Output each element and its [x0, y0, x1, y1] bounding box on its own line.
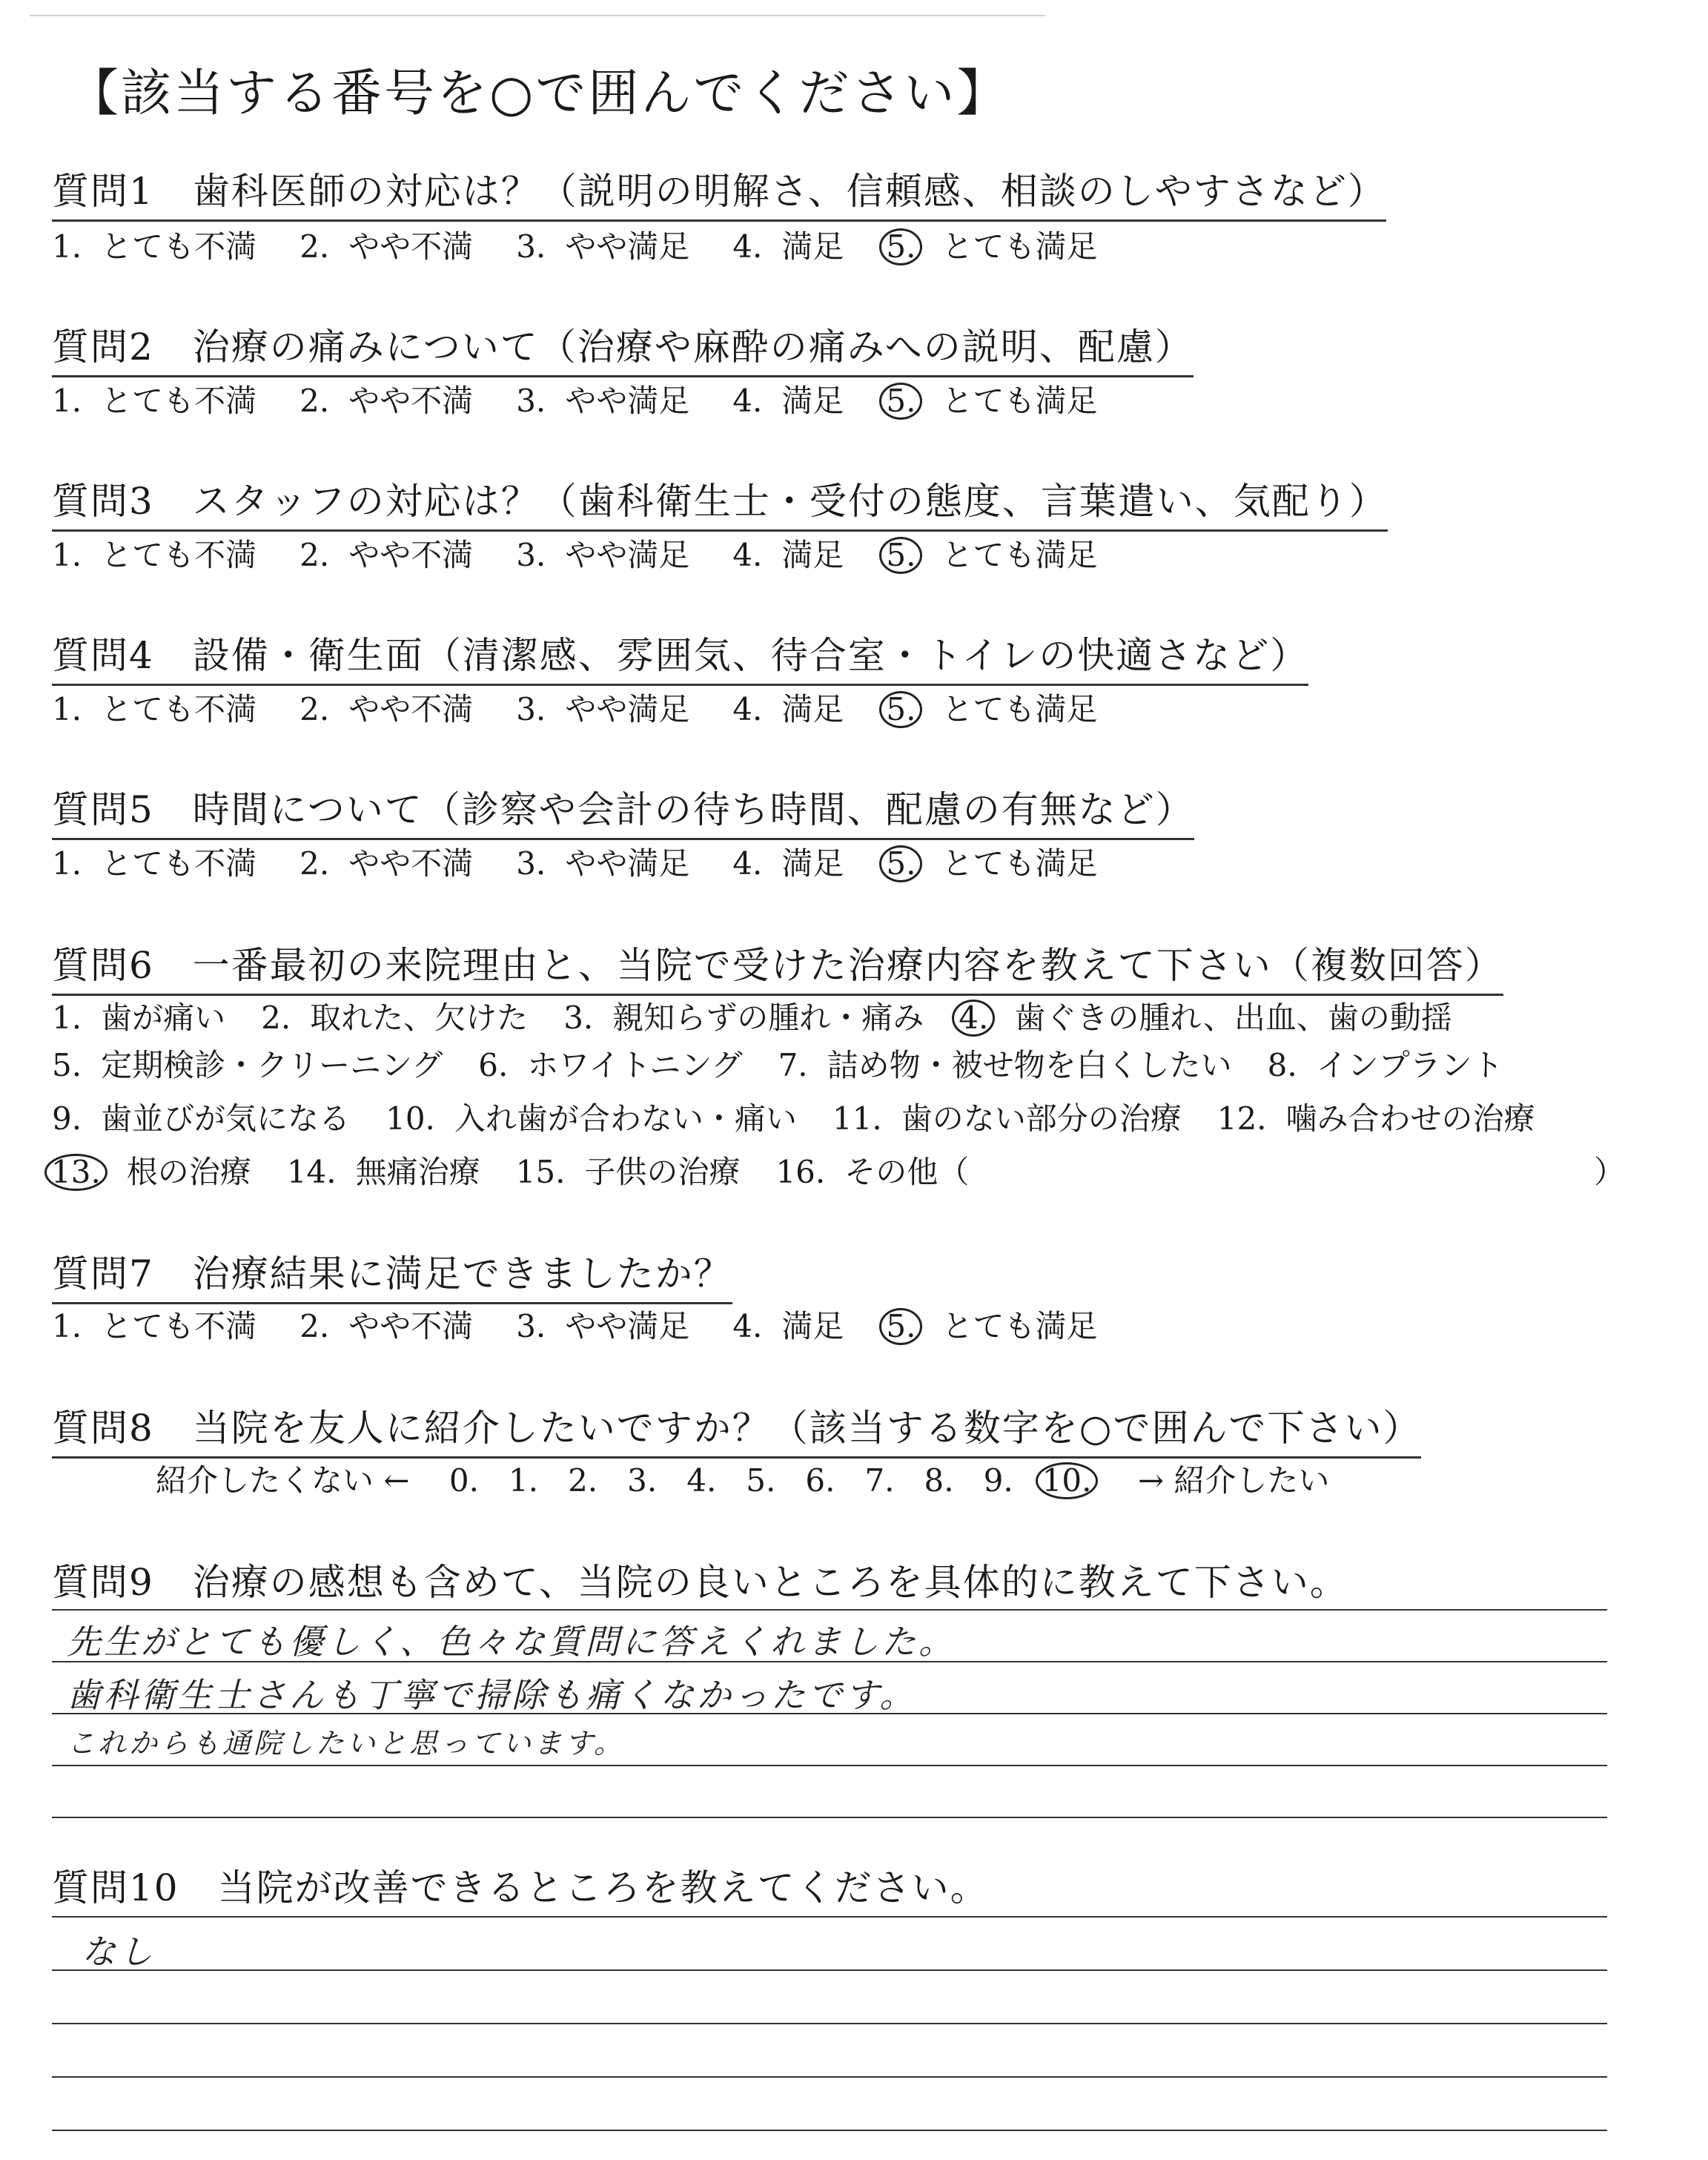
option-number: 2. [299, 537, 330, 573]
q3-option-4[interactable] [732, 531, 844, 575]
option-number: 2. [299, 1308, 330, 1344]
option-number: 15. [515, 1154, 566, 1190]
option-label: 取れた、欠けた [310, 1000, 529, 1036]
option-number: 6. [478, 1047, 509, 1083]
q6-title: 質問6 一番最初の来院理由と、当院で受けた治療内容を教えて下さい（複数回答） [52, 936, 1503, 996]
option-number: 4. [732, 228, 763, 265]
q3-options [52, 531, 1140, 575]
q8-scale-option[interactable]: 9. [983, 1462, 1013, 1499]
q6-option[interactable] [563, 994, 924, 1038]
option-label: 歯のない部分の治療 [901, 1100, 1182, 1137]
answer-line [52, 2023, 1607, 2024]
q8-scale-option[interactable]: 4. [686, 1462, 717, 1499]
option-number: 3. [516, 228, 546, 265]
q4-title: 質問4 設備・衛生面（清潔感、雰囲気、待合室・トイレの快適さなど） [52, 626, 1308, 686]
q6-option[interactable] [261, 994, 528, 1038]
option-label: 満足 [781, 845, 844, 882]
q1-option-4[interactable] [732, 222, 844, 267]
option-number: 1. [52, 1000, 82, 1036]
option-number: 2. [299, 228, 330, 265]
q3-title: 質問3 スタッフの対応は？（歯科衛生士・受付の態度、言葉遣い、気配り） [52, 472, 1388, 532]
q6-option[interactable] [775, 1148, 969, 1192]
q2-title: 質問2 治療の痛みについて（治療や麻酔の痛みへの説明、配慮） [52, 317, 1194, 377]
q7-option-5[interactable] [887, 1302, 1097, 1347]
q6-row4 [52, 1148, 1004, 1192]
option-label: やや満足 [565, 383, 690, 419]
option-label: 入れ歯が合わない・痛い [454, 1100, 797, 1137]
option-number: 4. [732, 1308, 763, 1344]
q6-option[interactable] [52, 1094, 350, 1139]
option-number: 1. [52, 691, 82, 727]
q8-scale-option[interactable]: 10. [1036, 1462, 1099, 1499]
q6-other-close: ） [1594, 1154, 1626, 1190]
option-label: 定期検診・クリーニング [101, 1047, 443, 1083]
option-label: とても満足 [941, 383, 1098, 419]
q2-options [52, 377, 1140, 421]
option-label: 満足 [781, 383, 844, 419]
option-label: 根の治療 [126, 1154, 251, 1190]
q5-option-3[interactable] [516, 839, 689, 884]
q8-scale-option[interactable]: 6. [805, 1462, 835, 1499]
q4-option-3[interactable] [516, 685, 689, 730]
option-label: やや不満 [348, 228, 474, 265]
answer-line [52, 2130, 1607, 2131]
q3-option-2[interactable] [299, 531, 473, 575]
q8-scale-option[interactable]: 8. [924, 1462, 954, 1499]
q7-option-1[interactable] [52, 1302, 256, 1347]
option-number: 3. [516, 383, 546, 419]
q8-left-label: 紹介したくない ← [156, 1462, 410, 1499]
option-number: 2. [299, 691, 330, 727]
q10-answer-area [52, 1916, 1607, 2138]
q6-option[interactable] [287, 1148, 480, 1192]
q7-options [52, 1302, 1140, 1347]
q4-options [52, 685, 1140, 730]
q6-option[interactable] [52, 1148, 251, 1192]
form-title: 【該当する番号を○で囲んでください】 [68, 65, 1010, 123]
q4-option-4[interactable] [732, 685, 844, 730]
q9-answer-line-3: これからも通院したいと思っています。 [67, 1727, 625, 1760]
q2-option-4[interactable] [732, 377, 844, 421]
option-number: 2. [261, 1000, 291, 1036]
option-label: やや不満 [348, 691, 474, 727]
answer-line [52, 2076, 1607, 2078]
option-number: 5. [879, 691, 922, 728]
option-label: とても不満 [101, 383, 257, 419]
option-label: とても満足 [941, 228, 1098, 265]
q4-option-2[interactable] [299, 685, 473, 730]
q1-options [52, 222, 1140, 267]
option-label: とても不満 [101, 691, 257, 727]
option-label: 満足 [781, 691, 844, 727]
option-number: 3. [516, 1308, 546, 1344]
option-number: 3. [516, 537, 546, 573]
option-number: 5. [879, 1308, 922, 1345]
option-label: やや満足 [565, 537, 690, 573]
q5-title: 質問5 時間について（診察や会計の待ち時間、配慮の有無など） [52, 780, 1194, 840]
option-number: 1. [52, 845, 82, 882]
option-number: 3. [516, 845, 546, 882]
option-number: 10. [385, 1100, 435, 1137]
option-number: 5. [879, 383, 922, 420]
q6-row2 [52, 1041, 1539, 1086]
option-number: 1. [52, 228, 82, 265]
option-number: 13. [44, 1154, 107, 1191]
q8-title: 質問8 当院を友人に紹介したいですか？（該当する数字を○で囲んで下さい） [52, 1398, 1421, 1459]
option-number: 8. [1267, 1047, 1297, 1083]
option-number: 5. [879, 537, 922, 574]
q2-option-2[interactable] [299, 377, 473, 421]
option-label: とても不満 [101, 537, 257, 573]
option-label: 親知らずの腫れ・痛み [612, 1000, 924, 1036]
q6-option[interactable] [52, 1041, 443, 1086]
option-label: とても不満 [101, 1308, 257, 1344]
option-label: やや満足 [565, 845, 690, 882]
option-number: 4. [732, 383, 763, 419]
q3-option-5[interactable] [887, 531, 1097, 575]
q6-option[interactable] [1217, 1094, 1535, 1139]
option-label: やや不満 [348, 383, 474, 419]
q4-option-5[interactable] [887, 685, 1097, 730]
q6-option[interactable] [516, 1148, 741, 1192]
option-number: 4. [732, 845, 763, 882]
q5-option-4[interactable] [732, 839, 844, 884]
option-number: 4. [732, 691, 763, 727]
option-label: やや不満 [348, 845, 474, 882]
q5-option-5[interactable] [887, 839, 1097, 884]
option-label: 子供の治療 [584, 1154, 741, 1190]
q7-option-4[interactable] [732, 1302, 844, 1347]
top-border [30, 15, 1045, 16]
answer-line [52, 1969, 1607, 1971]
q8-scale-option[interactable]: 7. [864, 1462, 895, 1499]
answer-line [52, 1817, 1607, 1818]
q9-answer-area [52, 1609, 1607, 1832]
option-number: 5. [52, 1047, 82, 1083]
q6-option[interactable] [833, 1094, 1182, 1139]
q9-answer-line-1: 先生がとても優しく、色々な質問に答えくれました。 [67, 1622, 956, 1662]
option-label: 満足 [781, 537, 844, 573]
q7-option-2[interactable] [299, 1302, 473, 1347]
option-label: とても満足 [941, 1308, 1098, 1344]
q8-scale-option[interactable]: 2. [568, 1462, 598, 1499]
q6-option[interactable] [959, 994, 1452, 1038]
q8-scale-option[interactable]: 1. [508, 1462, 539, 1499]
option-number: 1. [52, 1308, 82, 1344]
q10-title: 質問10 当院が改善できるところを教えてください。 [52, 1866, 989, 1909]
q7-title: 質問7 治療結果に満足できましたか？ [52, 1244, 732, 1304]
option-label: とても不満 [101, 228, 257, 265]
q1-option-1[interactable] [52, 222, 256, 267]
answer-line [52, 1765, 1607, 1766]
answer-line [52, 1609, 1607, 1611]
answer-line [52, 1916, 1607, 1918]
option-number: 3. [516, 691, 546, 727]
option-number: 4. [732, 537, 763, 573]
option-label: 満足 [781, 1308, 844, 1344]
q9-title: 質問9 治療の感想も含めて、当院の良いところを具体的に教えて下さい。 [52, 1561, 1348, 1604]
q6-option[interactable] [52, 994, 225, 1038]
option-label: とても満足 [941, 691, 1098, 727]
q2-option-1[interactable] [52, 377, 256, 421]
option-label: 歯並びが気になる [101, 1100, 351, 1137]
option-number: 9. [52, 1100, 82, 1137]
option-label: 満足 [781, 228, 844, 265]
q6-option[interactable] [778, 1041, 1232, 1086]
option-label: 歯ぐきの腫れ、出血、歯の動揺 [1014, 1000, 1452, 1036]
q1-option-5[interactable] [887, 222, 1097, 267]
q8-scale-option[interactable]: 0. [448, 1462, 479, 1499]
option-label: やや不満 [348, 537, 474, 573]
option-number: 11. [832, 1100, 882, 1137]
option-label: やや満足 [565, 691, 690, 727]
option-number: 1. [52, 383, 82, 419]
q8-scale-option[interactable]: 5. [746, 1462, 776, 1499]
option-label: とても満足 [941, 537, 1098, 573]
q9-answer-line-2: 歯科衛生士さんも丁寧で掃除も痛くなかったです。 [67, 1675, 917, 1715]
option-label: インプラント [1316, 1047, 1503, 1083]
option-number: 5. [879, 845, 922, 882]
option-number: 12. [1217, 1100, 1267, 1137]
option-label: 無痛治療 [355, 1154, 480, 1190]
q8-numbers [449, 1462, 1128, 1499]
option-label: やや不満 [348, 1308, 474, 1344]
option-number: 5. [879, 228, 922, 265]
option-number: 2. [299, 845, 330, 882]
option-label: 噛み合わせの治療 [1285, 1100, 1535, 1137]
q1-title: 質問1 歯科医師の対応は？（説明の明解さ、信頼感、相談のしやすさなど） [52, 162, 1386, 222]
option-label: とても満足 [941, 845, 1098, 882]
q7-option-3[interactable] [516, 1302, 689, 1347]
option-label: ホワイトニング [527, 1047, 743, 1083]
q8-scale-option[interactable]: 3. [627, 1462, 658, 1499]
option-number: 2. [299, 383, 330, 419]
q6-row3 [52, 1094, 1571, 1139]
q5-options [52, 839, 1140, 884]
q5-option-2[interactable] [299, 839, 473, 884]
option-label: その他（ [844, 1154, 970, 1190]
option-number: 7. [778, 1047, 808, 1083]
q2-option-5[interactable] [887, 377, 1097, 421]
option-number: 1. [52, 537, 82, 573]
q6-row1 [52, 994, 1488, 1038]
q2-option-3[interactable] [516, 377, 689, 421]
q5-option-1[interactable] [52, 839, 256, 884]
option-label: とても不満 [101, 845, 257, 882]
q3-option-1[interactable] [52, 531, 256, 575]
q10-answer-line-1: なし [82, 1932, 156, 1972]
q8-right-label: → 紹介したい [1137, 1462, 1330, 1499]
option-label: 歯が痛い [101, 1000, 226, 1036]
option-label: やや満足 [565, 1308, 690, 1344]
option-number: 4. [952, 1000, 995, 1037]
q1-option-2[interactable] [299, 222, 473, 267]
q6-option[interactable] [1268, 1041, 1503, 1086]
q6-option[interactable] [478, 1041, 742, 1086]
option-label: やや満足 [565, 228, 690, 265]
q6-option[interactable] [385, 1094, 797, 1139]
q1-option-3[interactable] [516, 222, 689, 267]
option-number: 3. [563, 1000, 594, 1036]
q3-option-3[interactable] [516, 531, 689, 575]
q4-option-1[interactable] [52, 685, 256, 730]
option-number: 14. [286, 1154, 337, 1190]
option-label: 詰め物・被せ物を白くしたい [827, 1047, 1232, 1083]
q8-scale [156, 1456, 1359, 1501]
option-number: 16. [775, 1154, 826, 1190]
